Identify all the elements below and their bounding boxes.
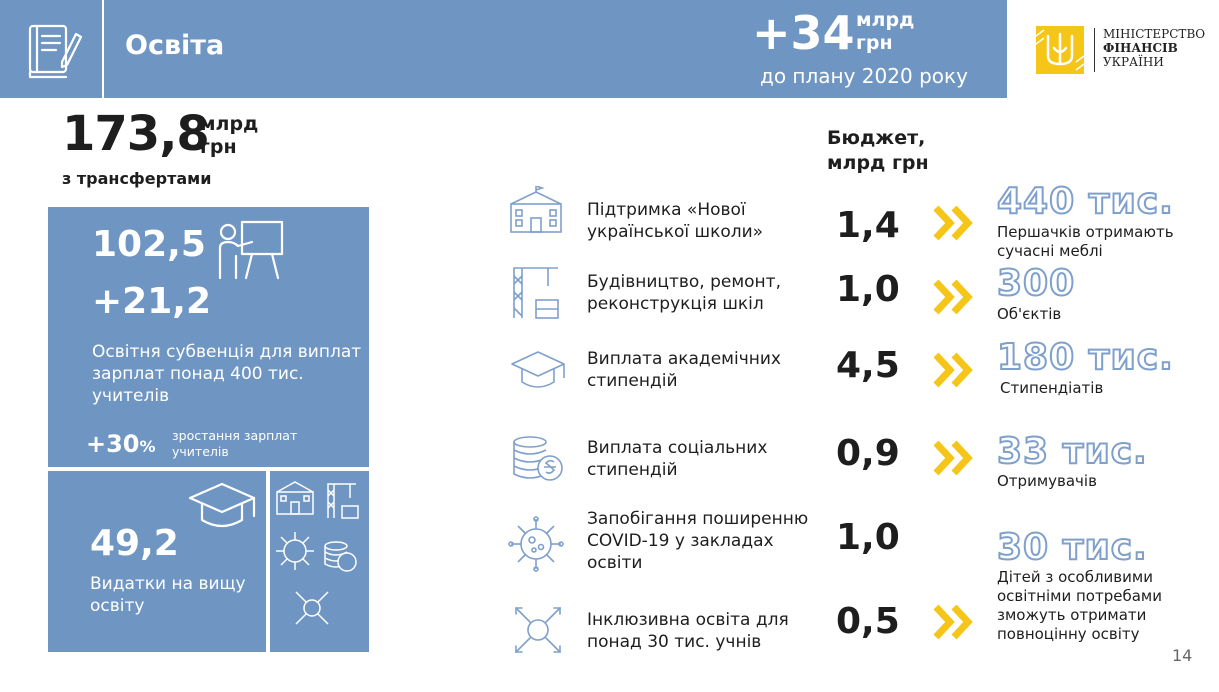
- ministry-name-line: ФІНАНСІВ: [1103, 41, 1178, 55]
- row-label: Виплата академічних стипендій: [587, 349, 781, 391]
- header-divider: [102, 0, 104, 98]
- row-label: Виплата соціальних стипендій: [587, 438, 768, 480]
- growth-value: [86, 430, 156, 458]
- increase-value: +34: [752, 6, 855, 60]
- inclusion-network-icon: [510, 602, 566, 658]
- double-chevron-icon: [932, 439, 976, 477]
- subvention-addition: +21,2: [92, 281, 211, 322]
- ministry-name-line: УКРАЇНИ: [1103, 55, 1164, 69]
- row-label: Інклюзивна освіта для понад 30 тис. учнів: [587, 610, 789, 652]
- row-value: 4,5: [836, 345, 900, 386]
- row-value: 1,0: [836, 269, 900, 310]
- growth-percent: %: [139, 437, 156, 456]
- total-caption: з трансфертами: [62, 169, 212, 188]
- ministry-name-line: МІНІСТЕРСТВО: [1103, 27, 1206, 41]
- result-note: Об'єктів: [997, 305, 1062, 323]
- row-value: 1,0: [836, 517, 900, 558]
- row-value: 1,4: [836, 205, 900, 246]
- inclusion-network-icon: [292, 588, 332, 632]
- trident-emblem-icon: [1036, 26, 1084, 74]
- coins-hryvnia-icon: [510, 434, 566, 490]
- result-figure: 440 тис.: [997, 181, 1174, 222]
- result-note: Першачків отримають сучасні меблі: [997, 223, 1174, 260]
- growth-note: зростання зарплат учителів: [172, 428, 298, 459]
- row-label: Будівництво, ремонт, реконструкція шкіл: [587, 272, 781, 314]
- result-figure: 30 тис.: [997, 527, 1148, 568]
- double-chevron-icon: [932, 204, 976, 242]
- total-unit: млрд грн: [200, 113, 259, 158]
- double-chevron-icon: [932, 603, 976, 641]
- result-figure: 180 тис.: [997, 337, 1174, 378]
- book-pencil-icon: [0, 0, 102, 98]
- virus-icon: [508, 516, 564, 572]
- construction-crane-icon: [320, 478, 362, 524]
- school-building-icon: [508, 186, 564, 242]
- construction-crane-icon: [508, 264, 564, 320]
- increase-caption: до плану 2020 року: [760, 64, 968, 88]
- row-value: 0,5: [836, 601, 900, 642]
- coins-hryvnia-icon: [322, 538, 358, 578]
- graduation-cap-icon: [182, 478, 262, 542]
- double-chevron-icon: [932, 351, 976, 389]
- result-figure: 33 тис.: [997, 431, 1148, 472]
- school-building-icon: [274, 478, 316, 522]
- budget-column-header: Бюджет, млрд грн: [827, 127, 929, 174]
- double-chevron-icon: [932, 278, 976, 316]
- graduation-cap-icon: [508, 348, 564, 404]
- subvention-value: 102,5: [92, 224, 206, 265]
- result-figure: 300: [997, 263, 1076, 304]
- page-number: 14: [1172, 646, 1193, 665]
- subvention-description: Освітня субвенція для виплат зарплат понад 400 тис. учителів: [92, 342, 362, 406]
- page-title: Освіта: [125, 30, 225, 61]
- ministry-separator: [1094, 28, 1095, 72]
- result-note: Стипендіатів: [1000, 379, 1104, 397]
- result-note: Дітей з особливими освітніми потребами зможуть отримати повноцінну освіту: [997, 568, 1162, 643]
- teacher-board-icon: [212, 218, 288, 288]
- higher-education-value: 49,2: [90, 523, 179, 564]
- row-label: Підтримка «Нової української школи»: [587, 200, 764, 242]
- result-note: Отримувачів: [997, 472, 1097, 490]
- virus-icon: [274, 530, 316, 576]
- row-label: Запобігання поширенню COVID-19 у закладах освіти: [587, 509, 809, 573]
- total-value: 173,8: [62, 106, 209, 162]
- growth-number: +30: [86, 430, 140, 458]
- increase-unit: млрд грн: [856, 9, 915, 54]
- row-value: 0,9: [836, 433, 900, 474]
- higher-education-description: Видатки на вищу освіту: [90, 574, 246, 616]
- ministry-name: [1103, 27, 1215, 69]
